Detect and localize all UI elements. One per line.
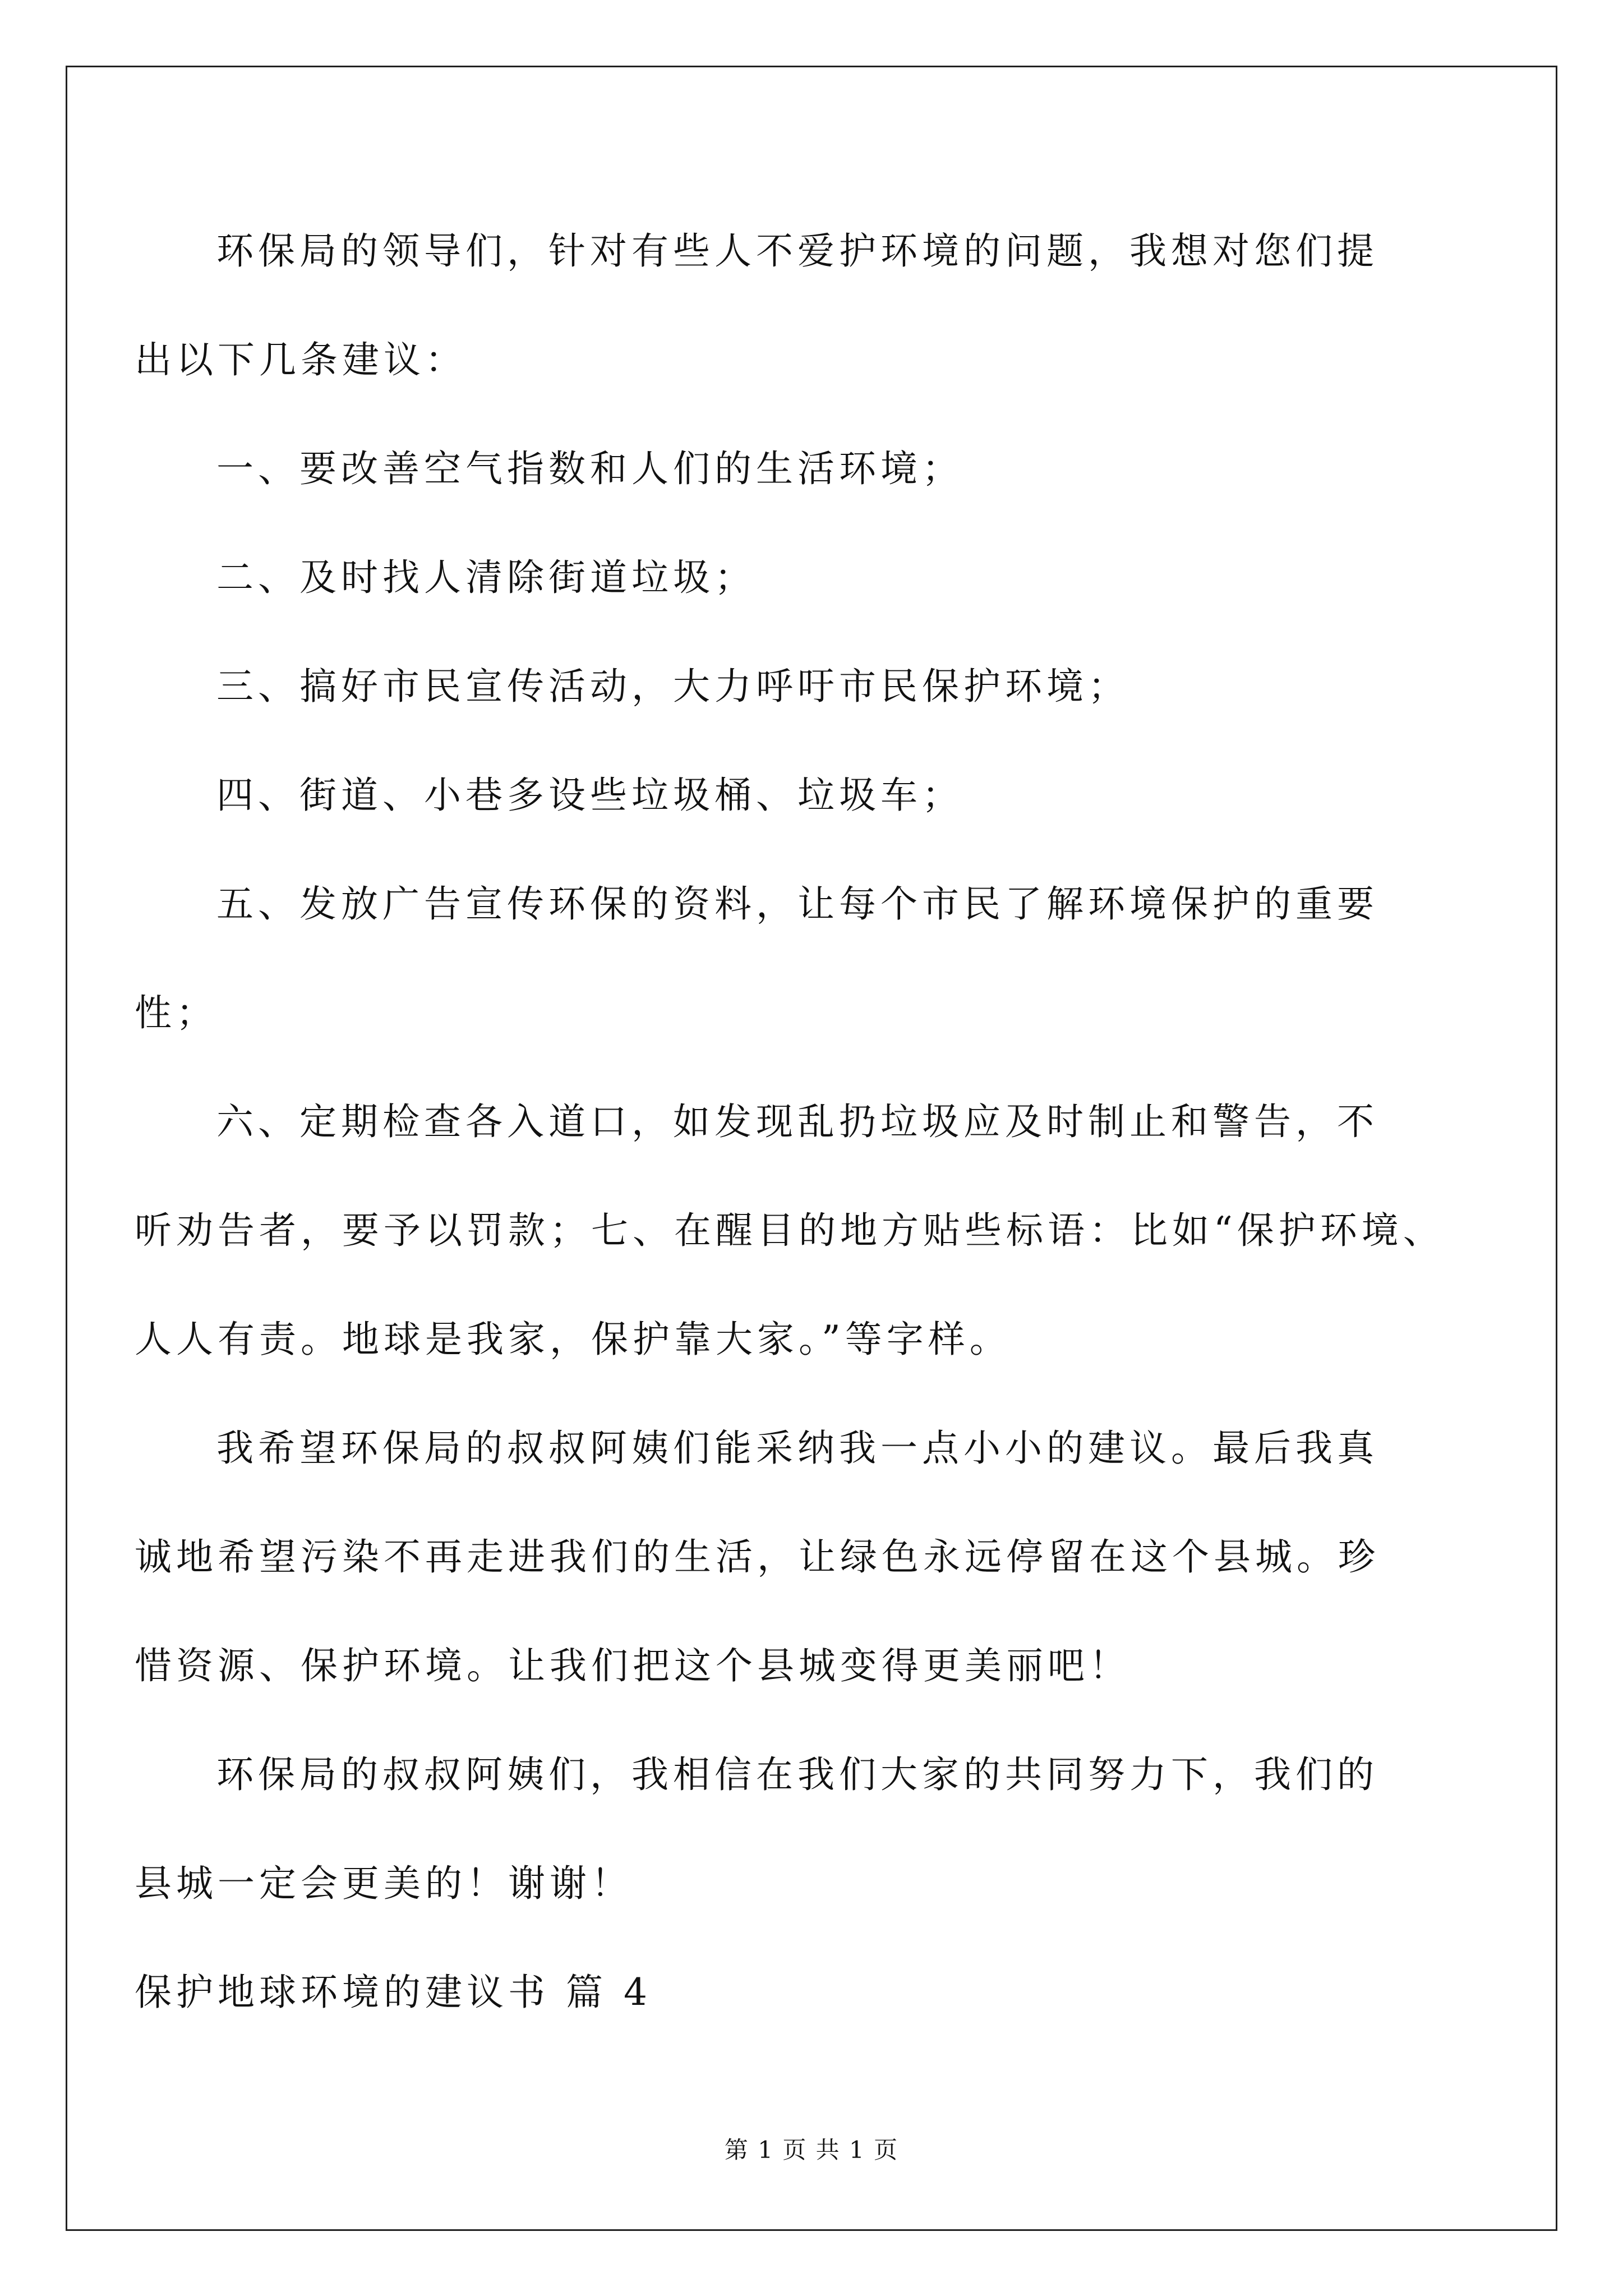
- paragraph-line: 惜资源、保护环境。让我们把这个县城变得更美丽吧！: [135, 1644, 1131, 1687]
- paragraph-line: 诚地希望污染不再走进我们的生活，让绿色永远停留在这个县城。珍: [135, 1535, 1380, 1579]
- page-border: [66, 66, 1557, 2231]
- paragraph-line: 听劝告者，要予以罚款；七、在醒目的地方贴些标语：比如“保护环境、: [135, 1209, 1445, 1252]
- section-heading: 保护地球环境的建议书 篇 4: [135, 1971, 652, 2014]
- list-item-1: 一、要改善空气指数和人们的生活环境；: [216, 447, 963, 490]
- list-item-2: 二、及时找人清除街道垃圾；: [216, 556, 756, 599]
- list-item-5: 五、发放广告宣传环保的资料，让每个市民了解环境保护的重要: [216, 882, 1378, 926]
- paragraph-line: 我希望环保局的叔叔阿姨们能采纳我一点小小的建议。最后我真: [216, 1427, 1378, 1470]
- paragraph-line: 人人有责。地球是我家，保护靠大家。”等字样。: [135, 1318, 1011, 1361]
- paragraph-line: 县城一定会更美的！谢谢！: [135, 1862, 633, 1905]
- paragraph-line: 性；: [135, 991, 218, 1034]
- page-number-footer: 第 1 页 共 1 页: [724, 2136, 899, 2164]
- list-item-6: 六、定期检查各入道口，如发现乱扔垃圾应及时制止和警告，不: [216, 1100, 1378, 1143]
- paragraph-line: 环保局的叔叔阿姨们，我相信在我们大家的共同努力下，我们的: [216, 1753, 1378, 1796]
- paragraph-line: 出以下几条建议：: [135, 338, 467, 381]
- paragraph-line: 环保局的领导们，针对有些人不爱护环境的问题，我想对您们提: [216, 229, 1378, 273]
- list-item-4: 四、街道、小巷多设些垃圾桶、垃圾车；: [216, 774, 963, 817]
- list-item-3: 三、搞好市民宣传活动，大力呼吁市民保护环境；: [216, 665, 1129, 708]
